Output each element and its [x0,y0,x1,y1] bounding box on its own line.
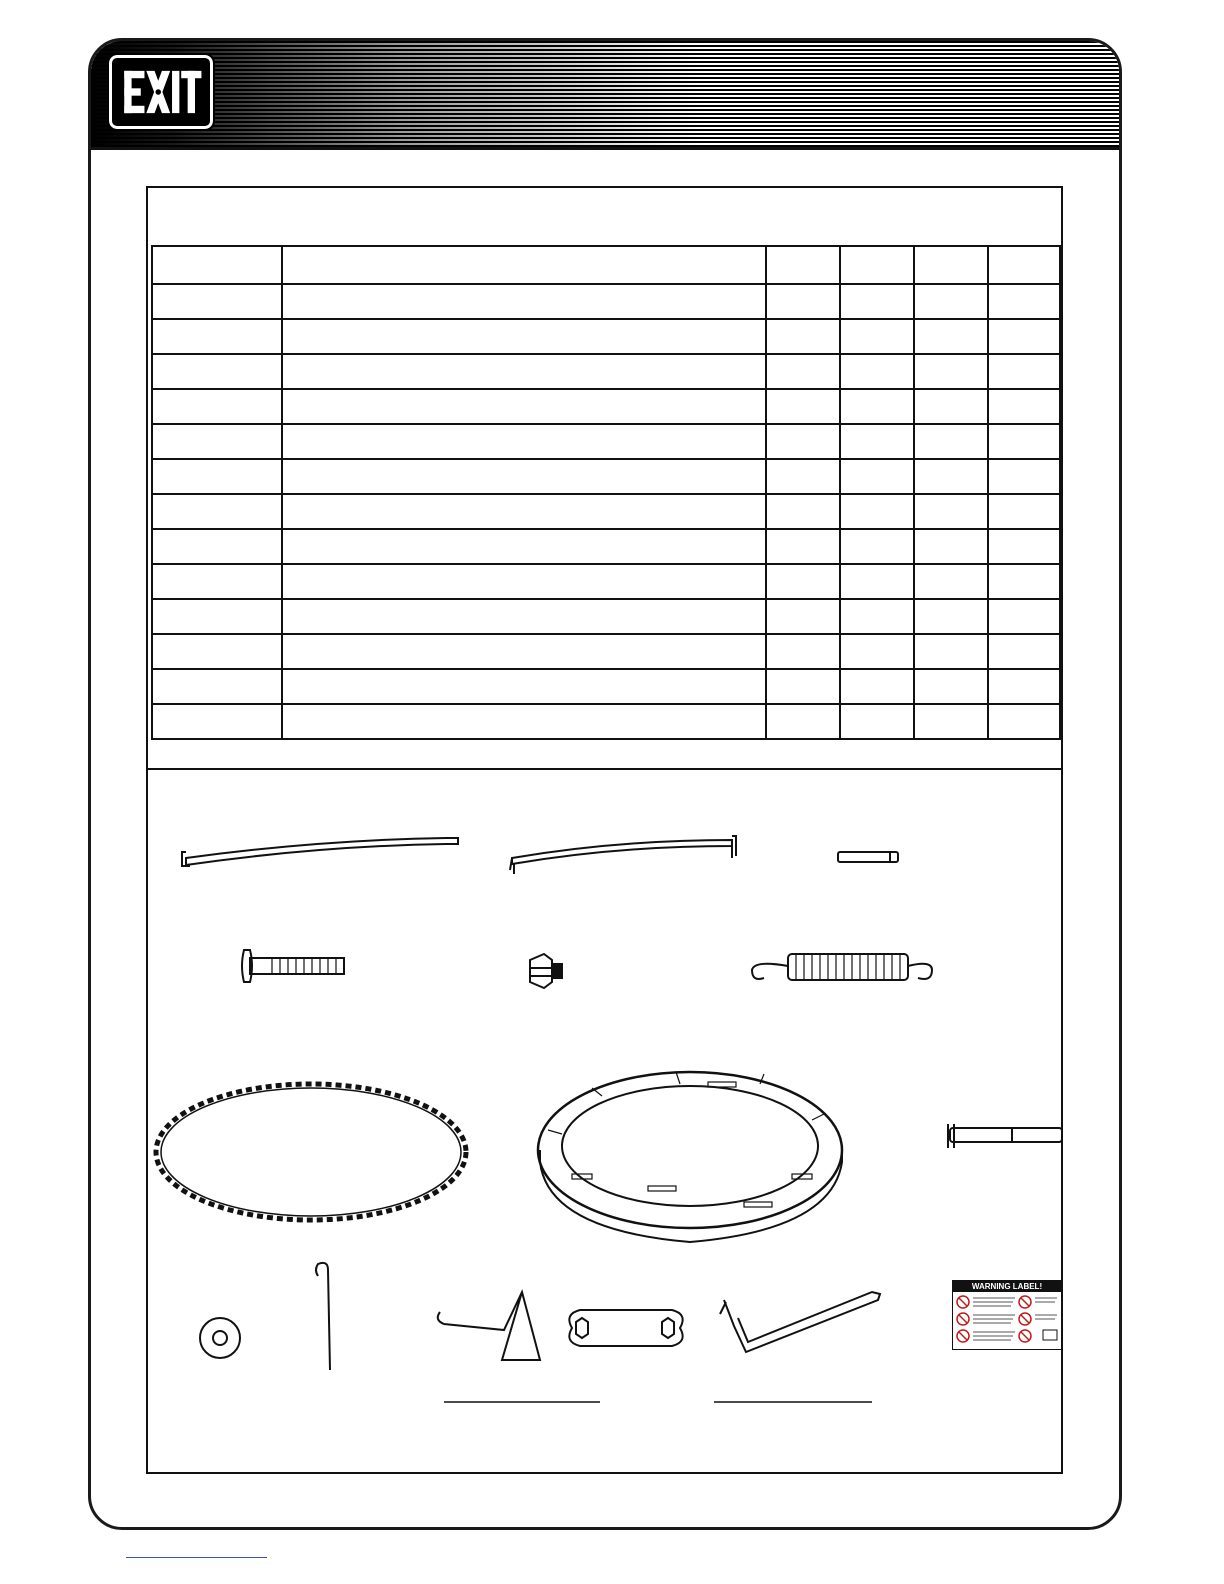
table-cell [766,599,840,634]
spring-puller-tool-icon [438,1292,540,1360]
table-cell [766,459,840,494]
wrench-icon [569,1310,682,1346]
table-cell [988,389,1060,424]
connector-tube-icon [838,852,898,862]
table-cell [914,494,988,529]
table-cell [152,494,282,529]
table-row [152,319,1060,354]
table-cell [988,424,1060,459]
table-row [152,599,1060,634]
exit-logo-icon [112,58,210,126]
table-cell [282,564,766,599]
table-cell [914,669,988,704]
header-cell [840,246,914,284]
header-cell [766,246,840,284]
table-cell [840,354,914,389]
parts-drawing [148,770,1061,1472]
header-cell [152,246,282,284]
table-cell [840,564,914,599]
table-cell [988,599,1060,634]
table-cell [988,494,1060,529]
table-cell [988,354,1060,389]
table-cell [152,669,282,704]
parts-list-panel [146,186,1063,1474]
table-cell [282,459,766,494]
table-cell [914,704,988,739]
leg-tube-icon [948,1124,1061,1148]
table-cell [840,389,914,424]
table-cell [282,389,766,424]
padding-ring-icon [538,1072,842,1242]
table-cell [766,564,840,599]
table-cell [152,319,282,354]
table-cell [152,599,282,634]
table-cell [766,634,840,669]
table-cell [914,284,988,319]
table-cell [914,599,988,634]
table-cell [282,669,766,704]
bolt-icon [242,950,344,982]
table-cell [282,354,766,389]
table-cell [766,319,840,354]
warning-label-title: WARNING LABEL! [953,1281,1061,1292]
table-row [152,634,1060,669]
stake-hook-icon [316,1263,330,1370]
table-cell [988,669,1060,704]
allen-key-icon [720,1292,880,1352]
table-cell [766,424,840,459]
table-cell [152,529,282,564]
table-cell [914,354,988,389]
table-cell [152,704,282,739]
table-cell [152,564,282,599]
table-cell [282,494,766,529]
table-cell [840,424,914,459]
table-row [152,389,1060,424]
table-cell [914,389,988,424]
table-row [152,284,1060,319]
jumping-mat-icon [156,1084,466,1220]
table-cell [840,494,914,529]
table-row [152,529,1060,564]
nut-icon [530,954,562,988]
table-cell [766,494,840,529]
table-cell [766,354,840,389]
header-bar [91,41,1119,149]
table-row [152,564,1060,599]
table-cell [840,634,914,669]
table-cell [840,459,914,494]
header-cell [914,246,988,284]
footer-link-underline [126,1557,267,1558]
table-cell [914,529,988,564]
table-cell [152,459,282,494]
curved-rail-icon [510,836,736,874]
table-cell [282,529,766,564]
table-cell [988,459,1060,494]
table-cell [914,564,988,599]
table-cell [840,599,914,634]
table-cell [988,319,1060,354]
table-cell [914,319,988,354]
table-cell [914,424,988,459]
table-cell [152,634,282,669]
table-row [152,704,1060,739]
table-cell [914,459,988,494]
table-cell [766,669,840,704]
washer-icon [200,1318,240,1358]
header-cell [988,246,1060,284]
table-cell [766,704,840,739]
table-cell [988,529,1060,564]
exit-logo [109,55,213,129]
table-row [152,354,1060,389]
table-cell [988,564,1060,599]
table-cell [282,634,766,669]
table-cell [766,284,840,319]
spring-icon [752,954,932,980]
table-cell [282,424,766,459]
table-cell [282,599,766,634]
table-cell [988,284,1060,319]
table-cell [840,319,914,354]
table-row [152,669,1060,704]
table-cell [840,529,914,564]
table-cell [282,319,766,354]
parts-table [151,245,1061,740]
header-cell [282,246,766,284]
table-cell [282,284,766,319]
table-cell [988,634,1060,669]
table-cell [766,389,840,424]
table-cell [282,704,766,739]
table-row [152,494,1060,529]
table-cell [152,284,282,319]
warning-label-icon [952,1280,1062,1350]
table-cell [840,704,914,739]
table-cell [914,634,988,669]
table-cell [840,284,914,319]
parts-illustrations [148,770,1061,1472]
table-cell [840,669,914,704]
table-header-row [152,246,1060,284]
table-cell [152,424,282,459]
table-cell [152,389,282,424]
table-row [152,424,1060,459]
table-cell [152,354,282,389]
table-row [152,459,1060,494]
table-cell [766,529,840,564]
top-rail-icon [182,838,458,866]
table-cell [988,704,1060,739]
